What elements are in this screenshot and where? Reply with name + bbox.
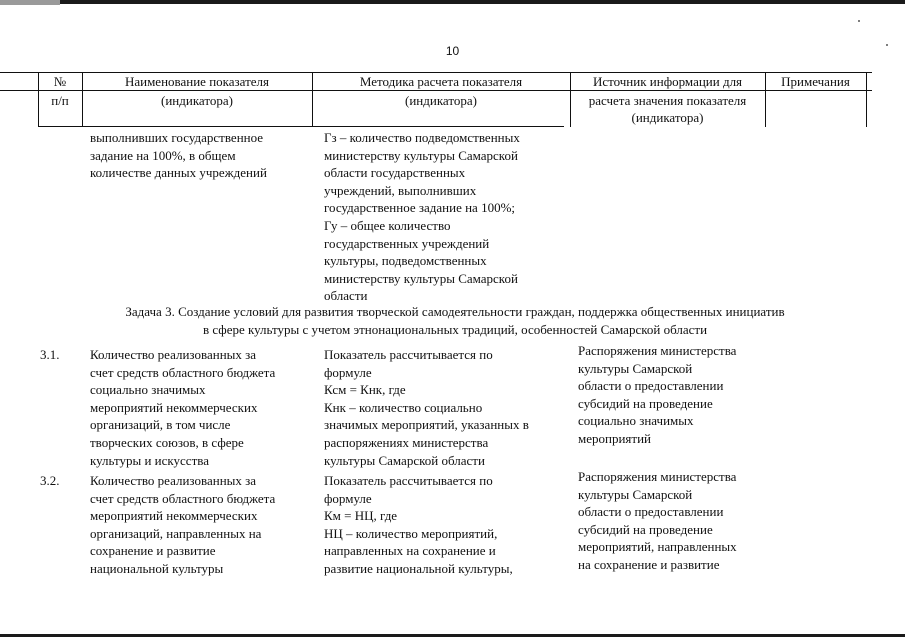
header-vline [866, 72, 867, 127]
page-number: 10 [445, 44, 460, 58]
header-bottom-line [38, 126, 564, 127]
header-name-line1: Наименование показателя [124, 74, 270, 89]
task-heading-line1: Задача 3. Создание условий для развития творческой самодеятельности граждан, поддержка общественных инициатив [125, 304, 785, 319]
header-num-line1: № [53, 74, 67, 89]
row-3-1-number: 3.1. [40, 347, 60, 362]
row-3-1-name: Количество реализованных за счет средств областного бюджета социально значимых мероприятий некоммерческих организаций, в том числе творческих союзов, в сфере культуры и искусства [90, 347, 276, 468]
row-3-2-method: Показатель рассчитывается по формуле Км = НЦ, где НЦ – количество мероприятий, направленных на сохранение и развитие национальной культуры, [324, 473, 513, 576]
header-method-line1: Методика расчета показателя [359, 74, 523, 89]
row-3-2-name: Количество реализованных за счет средств областного бюджета мероприятий некоммерческих организаций, направленных на сохранение и развитие национальной культуры [90, 473, 276, 576]
continued-row-method: Гз – количество подведомственных министерству культуры Самарской области государственных учреждений, выполнивших государственное задание на 100%; Гу – общее количество государственных учреждений культуры, подведомственных министерству культуры Самарской области [324, 130, 520, 304]
header-source-line1: Источник информации для [592, 74, 743, 89]
header-source-line3: (индикатора) [631, 110, 704, 125]
scan-top-border [0, 0, 905, 4]
row-3-1-method: Показатель рассчитывается по формуле Ксм = Кнк, где Кнк – количество социально значимых мероприятий, указанных в распоряжениях министерства культуры Самарской области [324, 347, 529, 468]
scan-bottom-border [0, 634, 905, 637]
header-name-line2: (индикатора) [161, 93, 233, 108]
row-3-2-number: 3.2. [40, 473, 60, 488]
header-source-line2: расчета значения показателя [588, 93, 747, 108]
header-method-line2: (индикатора) [405, 93, 477, 108]
row-3-2-source: Распоряжения министерства культуры Самарской области о предоставлении субсидий на проведение мероприятий, направленных на сохранение и развитие [578, 469, 737, 572]
continued-row-name: выполнивших государственное задание на 100%, в общем количестве данных учреждений [90, 130, 267, 181]
header-num-line2: п/п [51, 93, 69, 108]
header-mid-line [0, 90, 872, 91]
header-notes: Примечания [781, 74, 850, 89]
scan-speck [858, 20, 860, 22]
task-heading-line2: в сфере культуры с учетом этнонациональных традиций, особенностей Самарской области [202, 322, 708, 337]
scan-top-border-shade [0, 0, 60, 5]
row-3-1-source: Распоряжения министерства культуры Самарской области о предоставлении субсидий на проведение социально значимых мероприятий [578, 343, 737, 446]
